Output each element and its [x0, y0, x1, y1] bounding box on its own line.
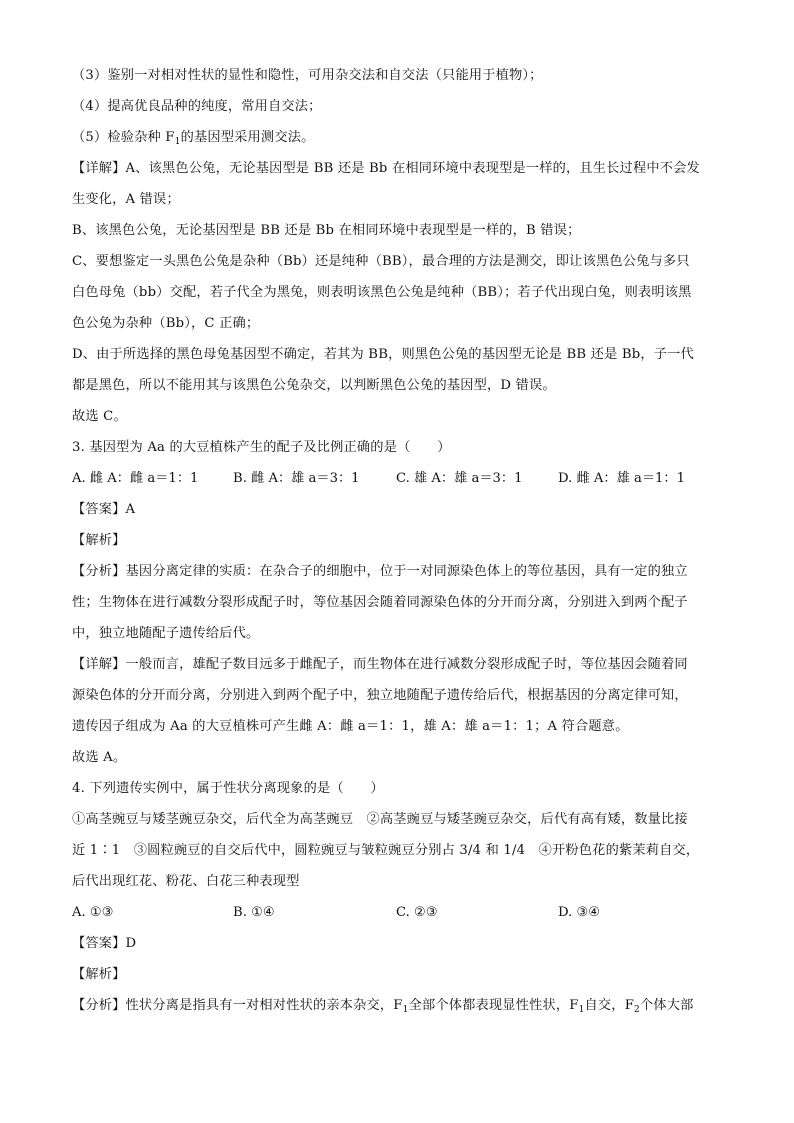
- q3-option: C. 雄 A：雄 a＝3：1: [396, 471, 523, 486]
- text-segment: 全部个体都表现显性性状，F: [408, 998, 579, 1013]
- text-line: ①高茎豌豆与矮茎豌豆杂交，后代全为高茎豌豆 ②高茎豌豆与矮茎豌豆杂交，后代有高有矮，数量比接: [72, 812, 688, 827]
- subscript: 1: [174, 137, 181, 147]
- subscript: 1: [402, 1005, 409, 1015]
- text-line: 源染色体的分开而分离，分别进入到两个配子中，独立地随配子遗传给后代，根据基因的分离定律可知，: [72, 688, 688, 703]
- text-line: 【解析】: [72, 533, 126, 548]
- q4-option: C. ②③: [396, 905, 438, 920]
- text-line: 3. 基因型为 Aa 的大豆植株产生的配子及比例正确的是（ ）: [72, 440, 451, 455]
- q4-option: B. ①④: [233, 905, 275, 920]
- text-segment: （5）检验杂种 F: [72, 130, 175, 145]
- subscript: 2: [634, 1005, 640, 1015]
- text-line: 4. 下列遗传实例中，属于性状分离现象的是（ ）: [72, 781, 384, 796]
- text-line: C、要想鉴定一头黑色公兔是杂种（Bb）还是纯种（BB），最合理的方法是测交，即让该黑色公兔与多只: [72, 254, 690, 269]
- q3-option: A. 雌 A：雌 a＝1：1: [72, 471, 199, 486]
- q3-option: B. 雌 A：雄 a＝3：1: [233, 471, 360, 486]
- text-line: 后代出现红花、粉花、白花三种表现型: [72, 874, 300, 889]
- text-segment: 个体大部: [639, 998, 694, 1013]
- text-line: 故选 C。: [72, 409, 127, 424]
- text-line: 性；生物体在进行减数分裂形成配子时，等位基因会随着同源染色体的分开而分离，分别进入到两个配子: [72, 595, 688, 610]
- text-line: 【详解】一般而言，雄配子数目远多于雌配子，而生物体在进行减数分裂形成配子时，等位基因会随着同: [72, 657, 688, 672]
- text-line: 【分析】基因分离定律的实质：在杂合子的细胞中，位于一对同源染色体上的等位基因，具有一定的独立: [72, 564, 688, 579]
- text-line: 遗传因子组成为 Aa 的大豆植株可产生雌 A：雌 a＝1：1，雄 A：雄 a＝1：1；A 符合题意。: [72, 719, 629, 734]
- text-segment: 的基因型采用测交法。: [180, 130, 315, 145]
- text-line: 近 1∶1 ③圆粒豌豆的自交后代中，圆粒豌豆与皱粒豌豆分别占 3/4 和 1/4 ④开粉色花的紫茉莉自交，: [72, 843, 700, 858]
- text-line: 【答案】D: [72, 936, 137, 951]
- q4-option: D. ③④: [558, 905, 601, 920]
- text-line: 【答案】A: [72, 502, 136, 517]
- text-line: （3）鉴别一对相对性状的显性和隐性，可用杂交法和自交法（只能用于植物）；: [72, 68, 543, 83]
- text-line: [72, 996, 694, 1020]
- text-line: （4）提高优良品种的纯度，常用自交法；: [72, 99, 322, 114]
- text-line: [72, 128, 314, 152]
- text-line: D、由于所选择的黑色母兔基因型不确定，若其为 BB，则黑色公兔的基因型无论是 BB 还是 Bb，子一代: [72, 347, 694, 362]
- text-line: 中，独立地随配子遗传给后代。: [72, 626, 260, 641]
- text-line: 生变化，A 错误；: [72, 192, 180, 207]
- text-line: 色公兔为杂种（Bb），C 正确；: [72, 316, 260, 331]
- text-segment: 【分析】性状分离是指具有一对相对性状的亲本杂交，F: [72, 998, 403, 1013]
- text-line: B、该黑色公兔，无论基因型是 BB 还是 Bb 在相同环境中表现型是一样的，B 错误；: [72, 223, 581, 238]
- q4-option: A. ①③: [72, 905, 114, 920]
- text-line: 【解析】: [72, 967, 126, 982]
- text-line: 故选 A。: [72, 750, 127, 765]
- text-line: 都是黑色，所以不能用其与该黑色公兔杂交，以判断黑色公兔的基因型，D 错误。: [72, 378, 556, 393]
- subscript: 1: [578, 1005, 585, 1015]
- q3-option: D. 雌 A：雄 a＝1：1: [558, 471, 685, 486]
- text-line: 白色母兔（bb）交配，若子代全为黑兔，则表明该黑色公兔是纯种（BB）；若子代出现白兔，则表明该黑: [72, 285, 692, 300]
- text-line: 【详解】A、该黑色公兔，无论基因型是 BB 还是 Bb 在相同环境中表现型是一样的，且生长过程中不会发: [72, 161, 700, 176]
- text-segment: 自交，F: [584, 998, 635, 1013]
